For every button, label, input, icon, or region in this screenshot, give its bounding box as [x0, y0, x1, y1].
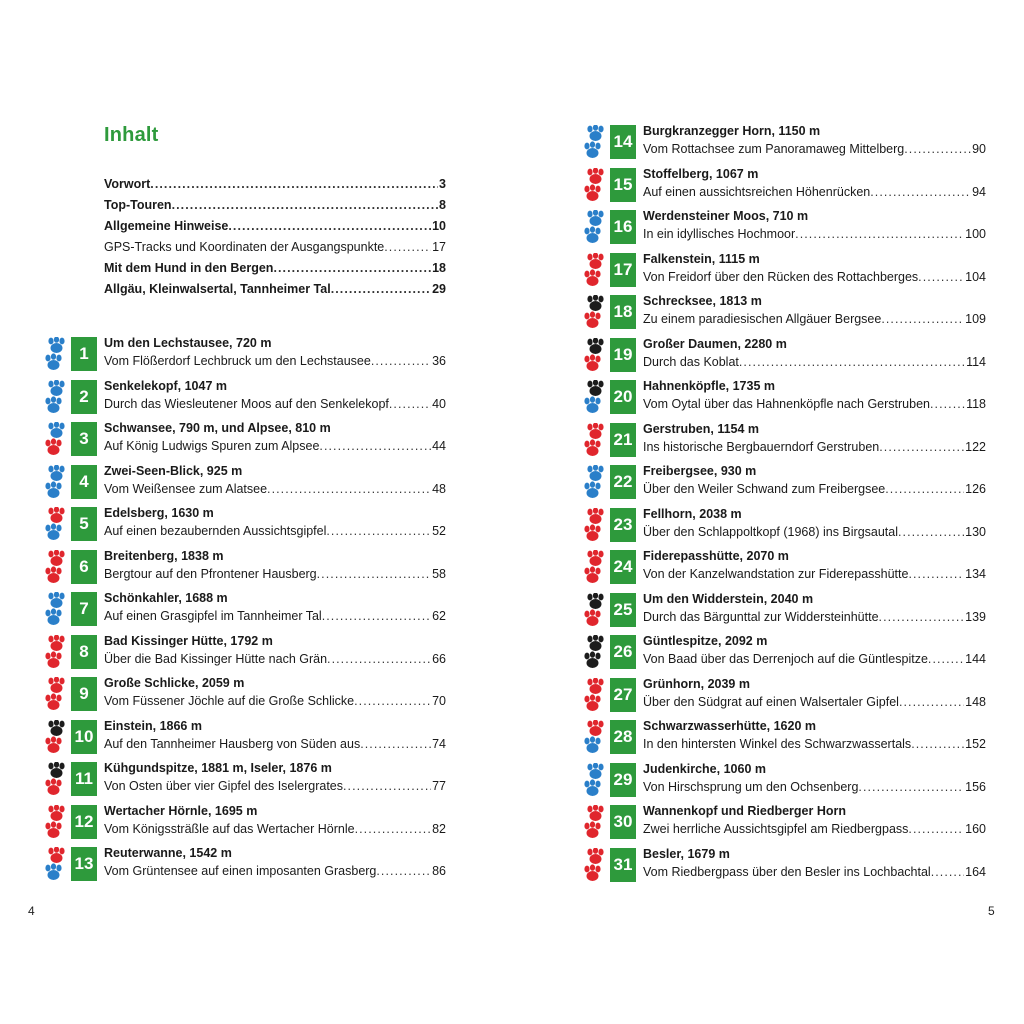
tour-number-badge: 23: [610, 508, 636, 542]
toc-entry-page: 77: [432, 779, 446, 793]
tour-entry: [44, 673, 446, 717]
toc-entry: [104, 608, 446, 624]
toc-entry-label: Top-Touren: [104, 198, 172, 212]
tour-entry: [583, 419, 986, 463]
dot-leader: [870, 184, 971, 200]
toc-entry: [643, 481, 986, 497]
paw-icon: [583, 253, 605, 289]
tour-number-badge: 9: [71, 677, 97, 711]
tour-number-badge: 28: [610, 720, 636, 754]
tour-title: Fiderepasshütte, 2070 m: [643, 549, 789, 563]
paw-icon: [44, 635, 66, 671]
tour-entry: [583, 631, 986, 675]
tour-title: Schwansee, 790 m, und Alpsee, 810 m: [104, 421, 331, 435]
paw-icon: [44, 720, 66, 756]
tour-title: Schrecksee, 1813 m: [643, 294, 762, 308]
dot-leader: [908, 821, 964, 837]
dot-leader: [885, 481, 964, 497]
dot-leader: [317, 566, 431, 582]
toc-entry-label: Vom Flößerdorf Lechbruck um den Lechstausee: [104, 354, 371, 368]
toc-entry: [104, 821, 446, 837]
toc-entry-page: 160: [965, 822, 986, 836]
toc-entry-page: 44: [432, 439, 446, 453]
dot-leader: [384, 239, 431, 255]
tour-entry: [44, 716, 446, 760]
toc-entry: [104, 863, 446, 879]
dot-leader: [228, 218, 431, 234]
tour-number-badge: 6: [71, 550, 97, 584]
paw-icon: [583, 338, 605, 374]
toc-entry-label: Von Baad über das Derrenjoch auf die Güntlespitze: [643, 652, 928, 666]
toc-entry-label: Zu einem paradiesischen Allgäuer Bergsee: [643, 312, 882, 326]
toc-entry-label: Von der Kanzelwandstation zur Fiderepasshütte: [643, 567, 909, 581]
tour-title: Edelsberg, 1630 m: [104, 506, 214, 520]
paw-icon: [583, 465, 605, 501]
toc-entry-label: Über die Bad Kissinger Hütte nach Grän: [104, 651, 328, 666]
toc-entry-page: 29: [432, 282, 446, 296]
dot-leader: [150, 176, 438, 192]
paw-icon: [583, 125, 605, 161]
toc-entry: [643, 354, 986, 370]
toc-entry: [643, 396, 986, 412]
toc-entry-label: In ein idyllisches Hochmoor: [643, 227, 796, 241]
tour-title: Kühgundspitze, 1881 m, Iseler, 1876 m: [104, 761, 332, 775]
tour-entry: [44, 758, 446, 802]
tour-number-badge: 31: [610, 848, 636, 882]
toc-entry-label: Allgäu, Kleinwalsertal, Tannheimer Tal: [104, 282, 331, 296]
toc-entry: [104, 566, 446, 582]
dot-leader: [273, 260, 431, 276]
tour-title: Güntlespitze, 2092 m: [643, 634, 768, 648]
toc-entry: [104, 218, 446, 234]
tour-number-badge: 3: [71, 422, 97, 456]
toc-entry: [643, 566, 986, 582]
dot-leader: [360, 736, 431, 752]
right-page: [512, 0, 1024, 1024]
dot-leader: [879, 609, 965, 625]
dot-leader: [930, 396, 965, 412]
toc-entry-page: 109: [965, 312, 986, 326]
tour-entry: [583, 334, 986, 378]
tour-title: Senkelekopf, 1047 m: [104, 378, 227, 393]
toc-entry-page: 126: [965, 482, 986, 496]
dot-leader: [376, 863, 431, 879]
toc-entry-label: Vom Weißensee zum Alatsee: [104, 481, 268, 496]
tour-title: Fellhorn, 2038 m: [643, 506, 742, 521]
tour-title: Reuterwanne, 1542 m: [104, 846, 232, 860]
toc-entry: [104, 651, 446, 667]
dot-leader: [899, 694, 964, 710]
paw-icon: [583, 295, 605, 331]
toc-entry-label: Vom Füssener Jöchle auf die Große Schlicke: [104, 694, 355, 708]
toc-entry-label: GPS-Tracks und Koordinaten der Ausgangspunkte: [104, 240, 385, 254]
toc-entry-page: 100: [965, 227, 986, 241]
toc-entry: [104, 481, 446, 497]
tour-entry: [44, 631, 446, 675]
tour-entry: [583, 376, 986, 420]
dot-leader: [327, 651, 431, 667]
toc-entry: [104, 736, 446, 752]
toc-entry: [643, 439, 986, 455]
toc-entry: [104, 693, 446, 709]
paw-icon: [44, 465, 66, 501]
paw-icon: [583, 550, 605, 586]
toc-entry: [643, 311, 986, 327]
toc-entry-page: 36: [432, 354, 446, 368]
tour-entry: [583, 716, 986, 760]
toc-entry-label: Vorwort: [104, 177, 151, 191]
tour-entry: [583, 674, 986, 718]
tour-entry: [44, 418, 446, 462]
tour-title: Einstein, 1866 m: [104, 718, 202, 733]
tour-number-badge: 17: [610, 253, 636, 287]
tour-number-badge: 22: [610, 465, 636, 499]
paw-icon: [583, 720, 605, 756]
paw-icon: [44, 762, 66, 798]
tour-entry: [583, 546, 986, 590]
tour-number-badge: 5: [71, 507, 97, 541]
toc-entry-page: 62: [432, 609, 446, 623]
tour-title: Burgkranzegger Horn, 1150 m: [643, 124, 821, 138]
tour-number-badge: 27: [610, 678, 636, 712]
toc-entry: [643, 694, 986, 710]
dot-leader: [343, 778, 431, 794]
dot-leader: [739, 354, 965, 370]
toc-entry-page: 86: [432, 864, 446, 878]
toc-entry-page: 104: [965, 269, 986, 284]
tour-number-badge: 8: [71, 635, 97, 669]
paw-icon: [583, 508, 605, 544]
toc-entry-page: 148: [965, 694, 986, 709]
dot-leader: [898, 524, 964, 540]
tour-number-badge: 26: [610, 635, 636, 669]
toc-entry-label: Auf einen aussichtsreichen Höhenrücken: [643, 184, 871, 199]
paw-icon: [44, 337, 66, 373]
toc-entry: [104, 523, 446, 539]
dot-leader: [911, 736, 964, 752]
paw-icon: [44, 805, 66, 841]
paw-icon: [44, 422, 66, 458]
toc-entry: [104, 239, 446, 255]
toc-entry-label: Von Hirschsprung um den Ochsenberg: [643, 779, 859, 794]
tour-title: Hahnenköpfle, 1735 m: [643, 379, 775, 393]
toc-entry-label: Über den Weiler Schwand zum Freibergsee: [643, 482, 886, 496]
tour-entry: [583, 164, 986, 208]
toc-entry-label: Vom Riedbergpass über den Besler ins Lochbachtal: [643, 864, 931, 879]
toc-entry-page: 3: [439, 177, 446, 191]
dot-leader: [931, 864, 964, 880]
paw-icon: [583, 168, 605, 204]
tour-entry: [583, 801, 986, 845]
toc-entry: [104, 197, 446, 213]
tour-title: Freibergsee, 930 m: [643, 464, 757, 478]
tour-number-badge: 13: [71, 847, 97, 881]
tour-title: Zwei-Seen-Blick, 925 m: [104, 463, 243, 478]
tour-title: Wertacher Hörnle, 1695 m: [104, 803, 258, 818]
page-title: Inhalt: [104, 124, 159, 146]
tour-title: Werdensteiner Moos, 710 m: [643, 209, 809, 223]
toc-entry-label: Auf einen bezaubernden Aussichtsgipfel: [104, 524, 327, 538]
tour-title: Breitenberg, 1838 m: [104, 548, 224, 563]
toc-entry-page: 74: [432, 736, 446, 751]
toc-entry-page: 114: [966, 354, 986, 369]
toc-entry: [643, 779, 986, 795]
tour-number-badge: 11: [71, 762, 97, 796]
tour-title: Judenkirche, 1060 m: [643, 761, 766, 776]
tour-title: Großer Daumen, 2280 m: [643, 336, 787, 351]
toc-entry-label: Allgemeine Hinweise: [104, 219, 229, 233]
toc-entry-page: 52: [432, 524, 446, 538]
toc-entry-page: 144: [965, 652, 986, 666]
tour-title: Stoffelberg, 1067 m: [643, 166, 759, 181]
tour-number-badge: 2: [71, 380, 97, 414]
toc-entry-label: Mit dem Hund in den Bergen: [104, 261, 274, 275]
toc-entry-page: 164: [965, 864, 986, 879]
paw-icon: [583, 805, 605, 841]
dot-leader: [881, 311, 964, 327]
page-number-right: 5: [988, 904, 995, 918]
dot-leader: [354, 693, 431, 709]
paw-icon: [44, 847, 66, 883]
tour-entry: [44, 588, 446, 632]
toc-entry: [643, 269, 986, 285]
toc-entry: [643, 651, 986, 667]
toc-entry-label: Auf den Tannheimer Hausberg von Süden aus: [104, 736, 361, 751]
paw-icon: [583, 635, 605, 671]
toc-entry-page: 152: [965, 737, 986, 751]
tour-entry: [583, 759, 986, 803]
toc-entry: [643, 736, 986, 752]
dot-leader: [795, 226, 964, 242]
toc-entry-label: Zwei herrliche Aussichtsgipfel am Riedbergpass: [643, 822, 909, 836]
dot-leader: [319, 438, 431, 454]
toc-entry-label: Durch das Bärgunttal zur Widdersteinhütte: [643, 609, 879, 624]
tour-title: Um den Widderstein, 2040 m: [643, 591, 814, 606]
tour-entry: [583, 589, 986, 633]
toc-entry: [643, 609, 986, 625]
dot-leader: [904, 141, 971, 157]
dot-leader: [322, 608, 431, 624]
toc-entry-page: 90: [972, 142, 986, 156]
toc-entry-label: Durch das Koblat: [643, 354, 739, 369]
dot-leader: [928, 651, 964, 667]
dot-leader: [389, 396, 431, 412]
tour-number-badge: 12: [71, 805, 97, 839]
paw-icon: [44, 592, 66, 628]
tour-number-badge: 24: [610, 550, 636, 584]
dot-leader: [267, 481, 431, 497]
tour-entry: [583, 291, 986, 335]
toc-entry-label: Über den Südgrat auf einen Walsertaler Gipfel: [643, 694, 899, 709]
tour-entry: [44, 546, 446, 590]
toc-entry-label: Auf einen Grasgipfel im Tannheimer Tal: [104, 609, 322, 623]
tour-entry: [44, 461, 446, 505]
tour-entry: [44, 801, 446, 845]
toc-entry-label: Durch das Wiesleutener Moos auf den Senkelekopf: [104, 396, 389, 411]
toc-entry-page: 70: [432, 694, 446, 708]
tour-title: Große Schlicke, 2059 m: [104, 676, 245, 690]
tour-title: Falkenstein, 1115 m: [643, 251, 760, 266]
page-number-left: 4: [28, 904, 35, 918]
dot-leader: [172, 197, 438, 213]
tour-number-badge: 4: [71, 465, 97, 499]
toc-entry-page: 134: [965, 567, 986, 581]
dot-leader: [371, 353, 431, 369]
dot-leader: [879, 439, 964, 455]
tour-title: Besler, 1679 m: [643, 846, 730, 861]
tour-title: Bad Kissinger Hütte, 1792 m: [104, 633, 273, 648]
toc-entry-page: 82: [432, 821, 446, 836]
toc-entry: [643, 821, 986, 837]
toc-entry-label: Vom Oytal über das Hahnenköpfle nach Gerstruben: [643, 397, 930, 411]
toc-entry-label: Von Osten über vier Gipfel des Iselergrates: [104, 779, 344, 793]
toc-entry: [643, 184, 986, 200]
paw-icon: [583, 763, 605, 799]
tour-entry: [583, 504, 986, 548]
dot-leader: [355, 821, 432, 837]
tour-number-badge: 20: [610, 380, 636, 414]
tour-number-badge: 18: [610, 295, 636, 329]
toc-entry-page: 156: [965, 779, 986, 794]
paw-icon: [583, 678, 605, 714]
toc-entry: [104, 260, 446, 276]
toc-entry-page: 8: [439, 198, 446, 212]
paw-icon: [583, 210, 605, 246]
toc-entry-page: 130: [965, 524, 986, 539]
toc-entry: [643, 524, 986, 540]
toc-entry: [104, 281, 446, 297]
dot-leader: [331, 281, 431, 297]
tour-entry: [583, 249, 986, 293]
toc-entry-page: 122: [965, 439, 986, 454]
tour-number-badge: 25: [610, 593, 636, 627]
toc-entry: [104, 778, 446, 794]
tour-number-badge: 16: [610, 210, 636, 244]
tour-number-badge: 29: [610, 763, 636, 797]
toc-entry-page: 118: [966, 397, 986, 411]
toc-entry-page: 10: [432, 219, 446, 233]
toc-entry-label: Von Freidorf über den Rücken des Rottachberges: [643, 269, 919, 284]
tour-number-badge: 21: [610, 423, 636, 457]
tour-entry: [44, 843, 446, 887]
tour-title: Wannenkopf und Riedberger Horn: [643, 804, 847, 818]
tour-entry: [44, 376, 446, 420]
tour-entry: [583, 121, 986, 165]
dot-leader: [918, 269, 964, 285]
tour-number-badge: 1: [71, 337, 97, 371]
paw-icon: [44, 550, 66, 586]
tour-entry: [44, 503, 446, 547]
paw-icon: [44, 380, 66, 416]
toc-entry-page: 40: [432, 396, 446, 411]
dot-leader: [908, 566, 964, 582]
dot-leader: [858, 779, 964, 795]
toc-entry-label: Vom Grüntensee auf einen imposanten Grasberg: [104, 864, 377, 878]
tour-title: Gerstruben, 1154 m: [643, 421, 760, 436]
paw-icon: [583, 593, 605, 629]
toc-entry-page: 94: [972, 184, 986, 199]
paw-icon: [583, 423, 605, 459]
toc-entry: [643, 864, 986, 880]
toc-entry-label: In den hintersten Winkel des Schwarzwassertals: [643, 737, 912, 751]
paw-icon: [44, 677, 66, 713]
paw-icon: [583, 848, 605, 884]
tour-entry: [583, 844, 986, 888]
tour-number-badge: 30: [610, 805, 636, 839]
paw-icon: [583, 380, 605, 416]
tour-title: Grünhorn, 2039 m: [643, 676, 750, 691]
tour-title: Um den Lechstausee, 720 m: [104, 336, 272, 350]
tour-number-badge: 15: [610, 168, 636, 202]
dot-leader: [326, 523, 431, 539]
toc-entry: [643, 226, 986, 242]
toc-entry-label: Ins historische Bergbauerndorf Gerstruben: [643, 439, 880, 454]
toc-entry-page: 48: [432, 481, 446, 496]
toc-entry-page: 17: [432, 240, 446, 254]
toc-entry-page: 139: [965, 609, 986, 624]
toc-entry-label: Auf König Ludwigs Spuren zum Alpsee: [104, 439, 320, 453]
toc-entry-label: Vom Königssträßle auf das Wertacher Hörnle: [104, 821, 355, 836]
toc-entry: [643, 141, 986, 157]
toc-entry: [104, 353, 446, 369]
tour-number-badge: 14: [610, 125, 636, 159]
tour-number-badge: 19: [610, 338, 636, 372]
toc-entry: [104, 438, 446, 454]
tour-entry: [583, 206, 986, 250]
toc-entry-label: Vom Rottachsee zum Panoramaweg Mittelberg: [643, 142, 905, 156]
toc-entry-label: Bergtour auf den Pfrontener Hausberg: [104, 566, 317, 581]
toc-entry: [104, 396, 446, 412]
toc-entry-page: 66: [432, 651, 446, 666]
paw-icon: [44, 507, 66, 543]
tour-number-badge: 10: [71, 720, 97, 754]
tour-entry: [583, 461, 986, 505]
toc-entry-page: 58: [432, 566, 446, 581]
toc-entry-label: Über den Schlappoltkopf (1968) ins Birgsautal: [643, 524, 899, 539]
toc-entry: [104, 176, 446, 192]
tour-title: Schwarzwasserhütte, 1620 m: [643, 719, 816, 733]
toc-entry-page: 18: [432, 261, 446, 275]
tour-title: Schönkahler, 1688 m: [104, 591, 228, 605]
tour-entry: [44, 333, 446, 377]
tour-number-badge: 7: [71, 592, 97, 626]
